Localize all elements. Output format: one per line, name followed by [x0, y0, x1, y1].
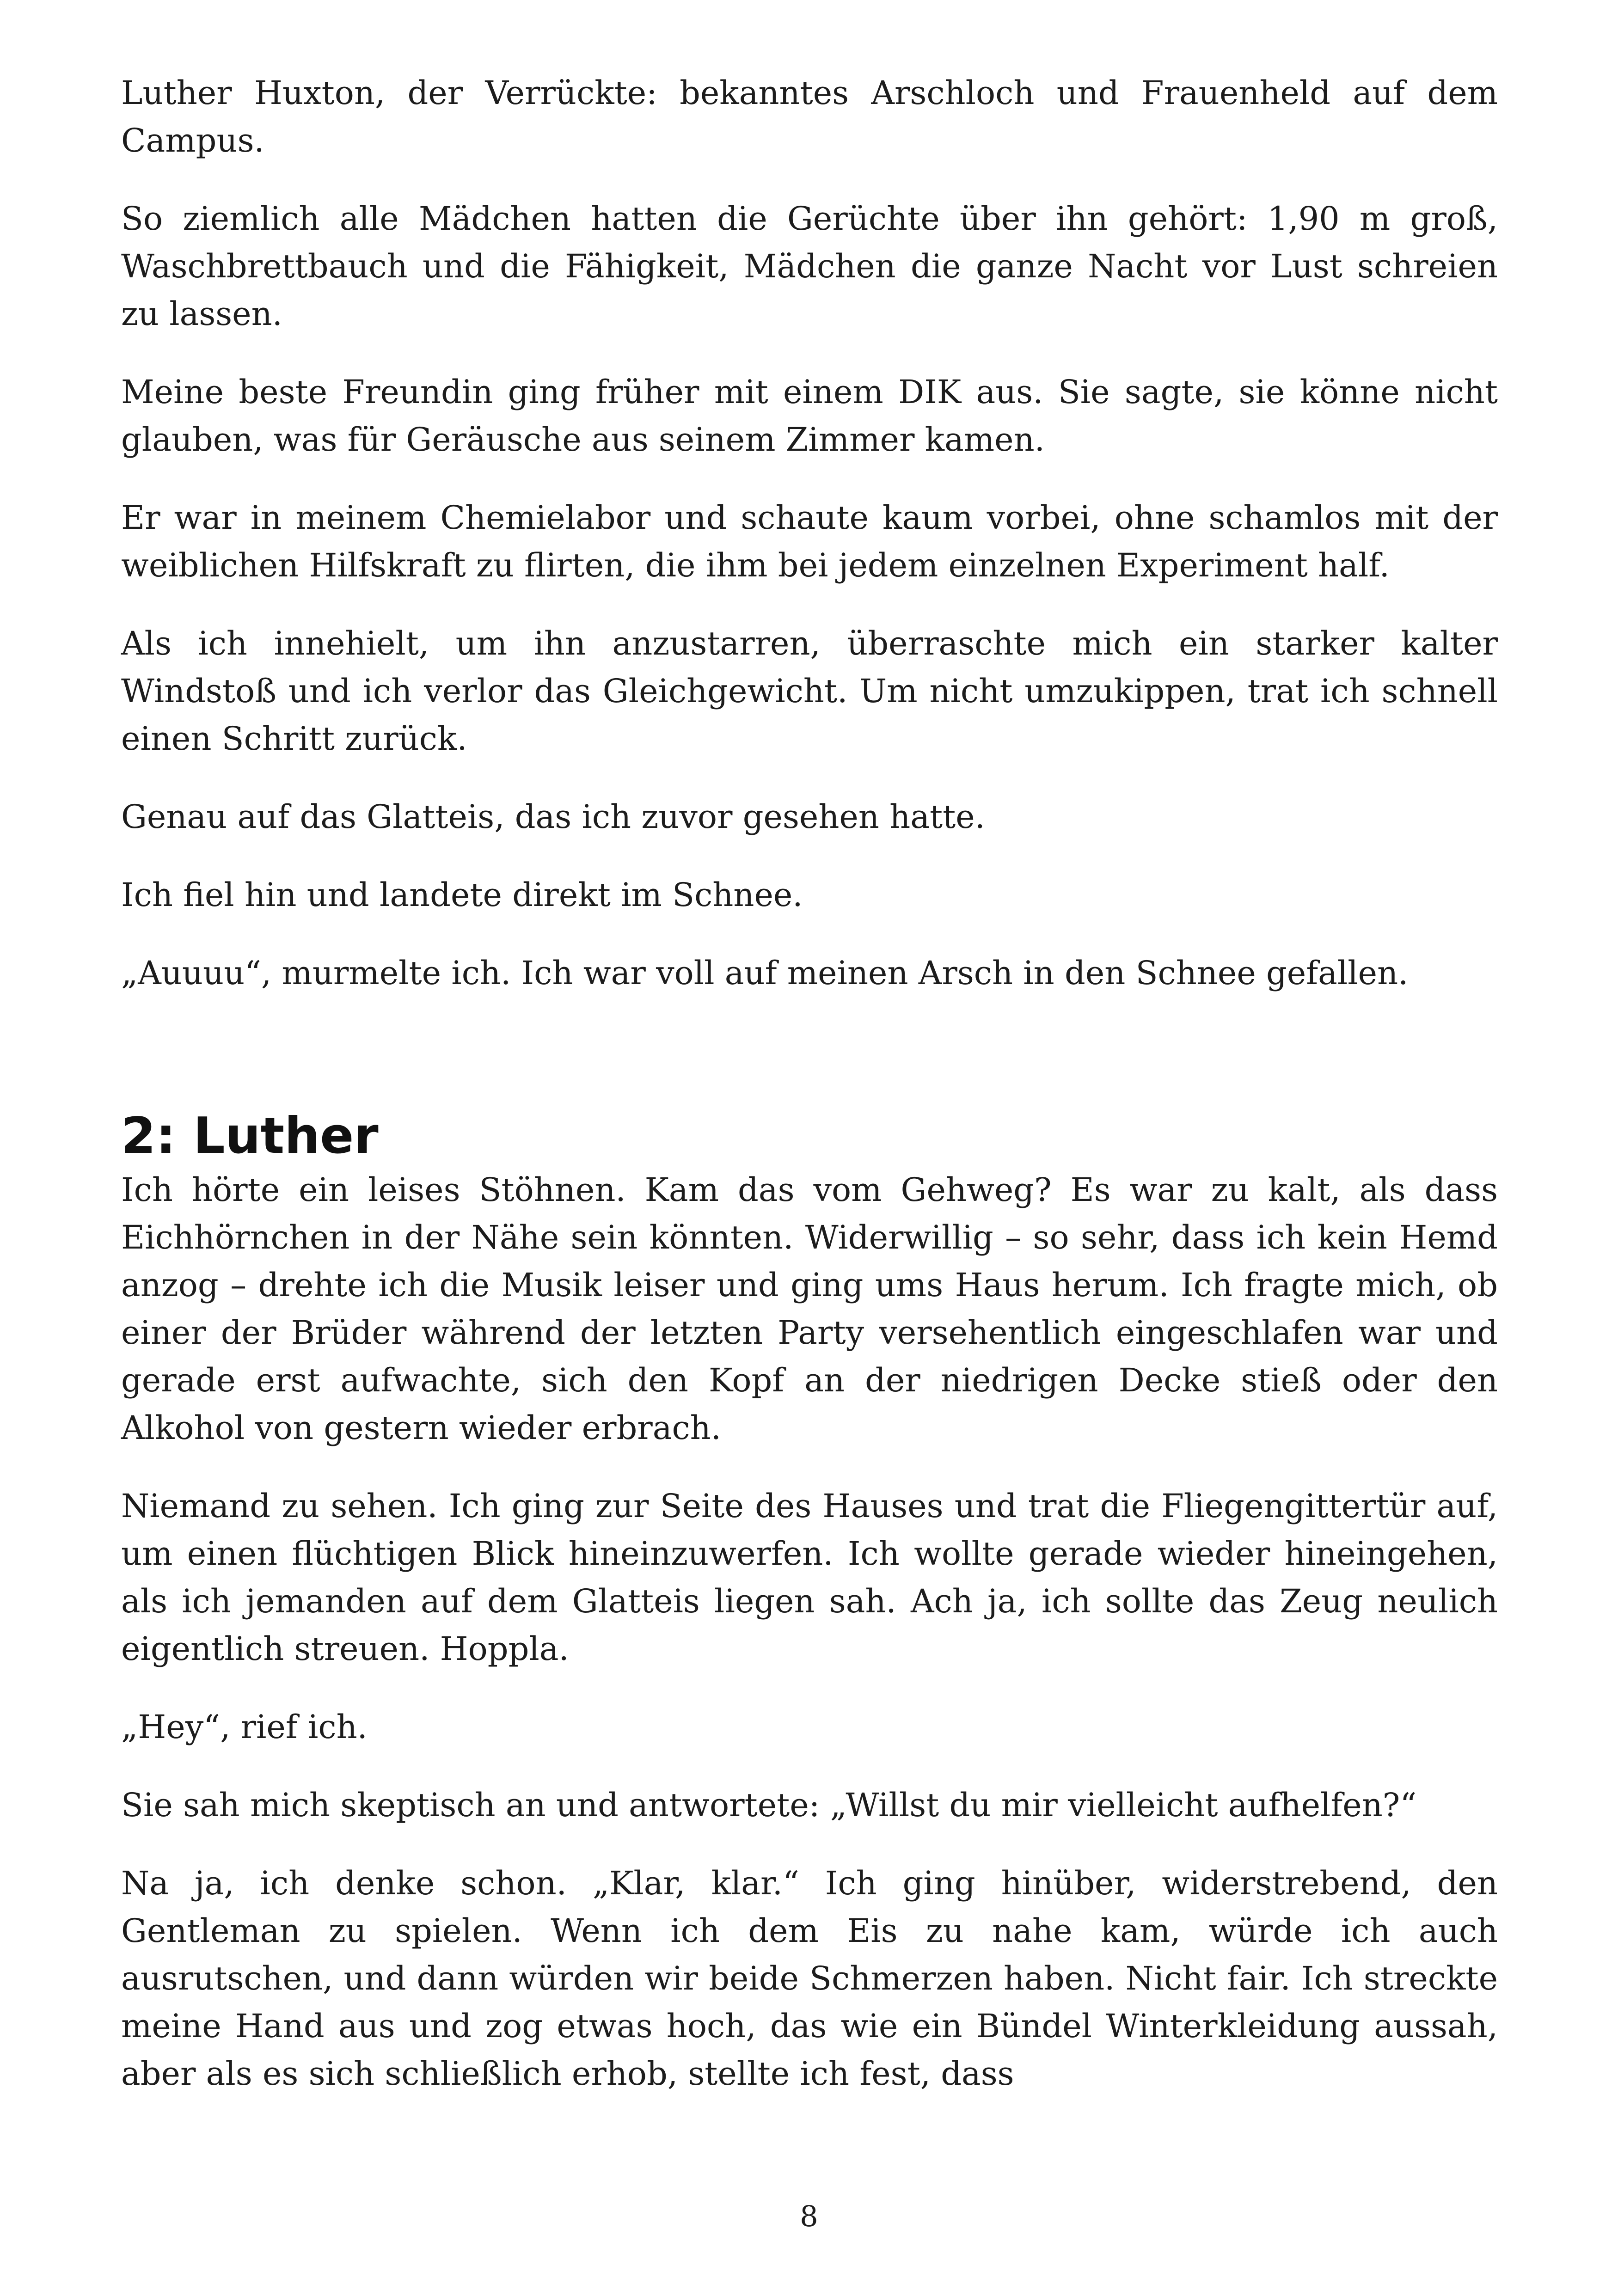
page-body: [121, 69, 1498, 2128]
paragraph: „Auuuu“, murmelte ich. Ich war voll auf meinen Arsch in den Schnee gefallen.: [121, 954, 1409, 992]
paragraph: Niemand zu sehen. Ich ging zur Seite des Hauses und trat die Fliegengittertür auf, um einen flüchtigen Blick hineinzuwerfen. Ich wollte gerade wieder hineingehen, als ich jemanden auf dem Glatteis liegen sah. Ach ja, ich sollte das Zeug neulich eigentlich streuen. Hoppla.: [121, 1487, 1498, 1668]
paragraph: Ich fiel hin und landete direkt im Schnee.: [121, 876, 803, 914]
paragraph: „Hey“, rief ich.: [121, 1708, 368, 1746]
chapter-spacer: [121, 1028, 1498, 1106]
paragraph: Genau auf das Glatteis, das ich zuvor gesehen hatte.: [121, 798, 985, 836]
paragraph: Na ja, ich denke schon. „Klar, klar.“ Ich ging hinüber, widerstrebend, den Gentleman zu spielen. Wenn ich dem Eis zu nahe kam, würde ich auch ausrutschen, und dann würden wir beide Schmerzen haben. Nicht fair. Ich streckte meine Hand aus und zog etwas hoch, das wie ein Bündel Winterkleidung aussah, aber als es sich schließlich erhob, stellte ich fest, dass: [121, 1864, 1498, 2093]
paragraph: So ziemlich alle Mädchen hatten die Gerüchte über ihn gehört: 1,90 m groß, Waschbrettbauch und die Fähigkeit, Mädchen die ganze Nacht vor Lust schreien zu lassen.: [121, 200, 1498, 333]
paragraph: Luther Huxton, der Verrückte: bekanntes Arschloch und Frauenheld auf dem Campus.: [121, 74, 1498, 159]
paragraph: Er war in meinem Chemielabor und schaute kaum vorbei, ohne schamlos mit der weiblichen Hilfskraft zu flirten, die ihm bei jedem einzelnen Experiment half.: [121, 499, 1498, 584]
chapter-title: 2: Luther: [121, 1107, 379, 1165]
page-number: 8: [800, 2199, 818, 2233]
paragraph: Als ich innehielt, um ihn anzustarren, überraschte mich ein starker kalter Windstoß und ich verlor das Gleichgewicht. Um nicht umzukippen, trat ich schnell einen Schritt zurück.: [121, 625, 1498, 758]
paragraph: Ich hörte ein leises Stöhnen. Kam das vom Gehweg? Es war zu kalt, als dass Eichhörnchen in der Nähe sein könnten. Widerwillig – so sehr, dass ich kein Hemd anzog – drehte ich die Musik leiser und ging ums Haus herum. Ich fragte mich, ob einer der Brüder während der letzten Party versehentlich eingeschlafen war und gerade erst aufwachte, sich den Kopf an der niedrigen Decke stieß oder den Alkohol von gestern wieder erbrach.: [121, 1171, 1498, 1447]
paragraph: Meine beste Freundin ging früher mit einem DIK aus. Sie sagte, sie könne nicht glauben, was für Geräusche aus seinem Zimmer kamen.: [121, 373, 1498, 459]
paragraph: Sie sah mich skeptisch an und antwortete: „Willst du mir vielleicht aufhelfen?“: [121, 1786, 1417, 1824]
